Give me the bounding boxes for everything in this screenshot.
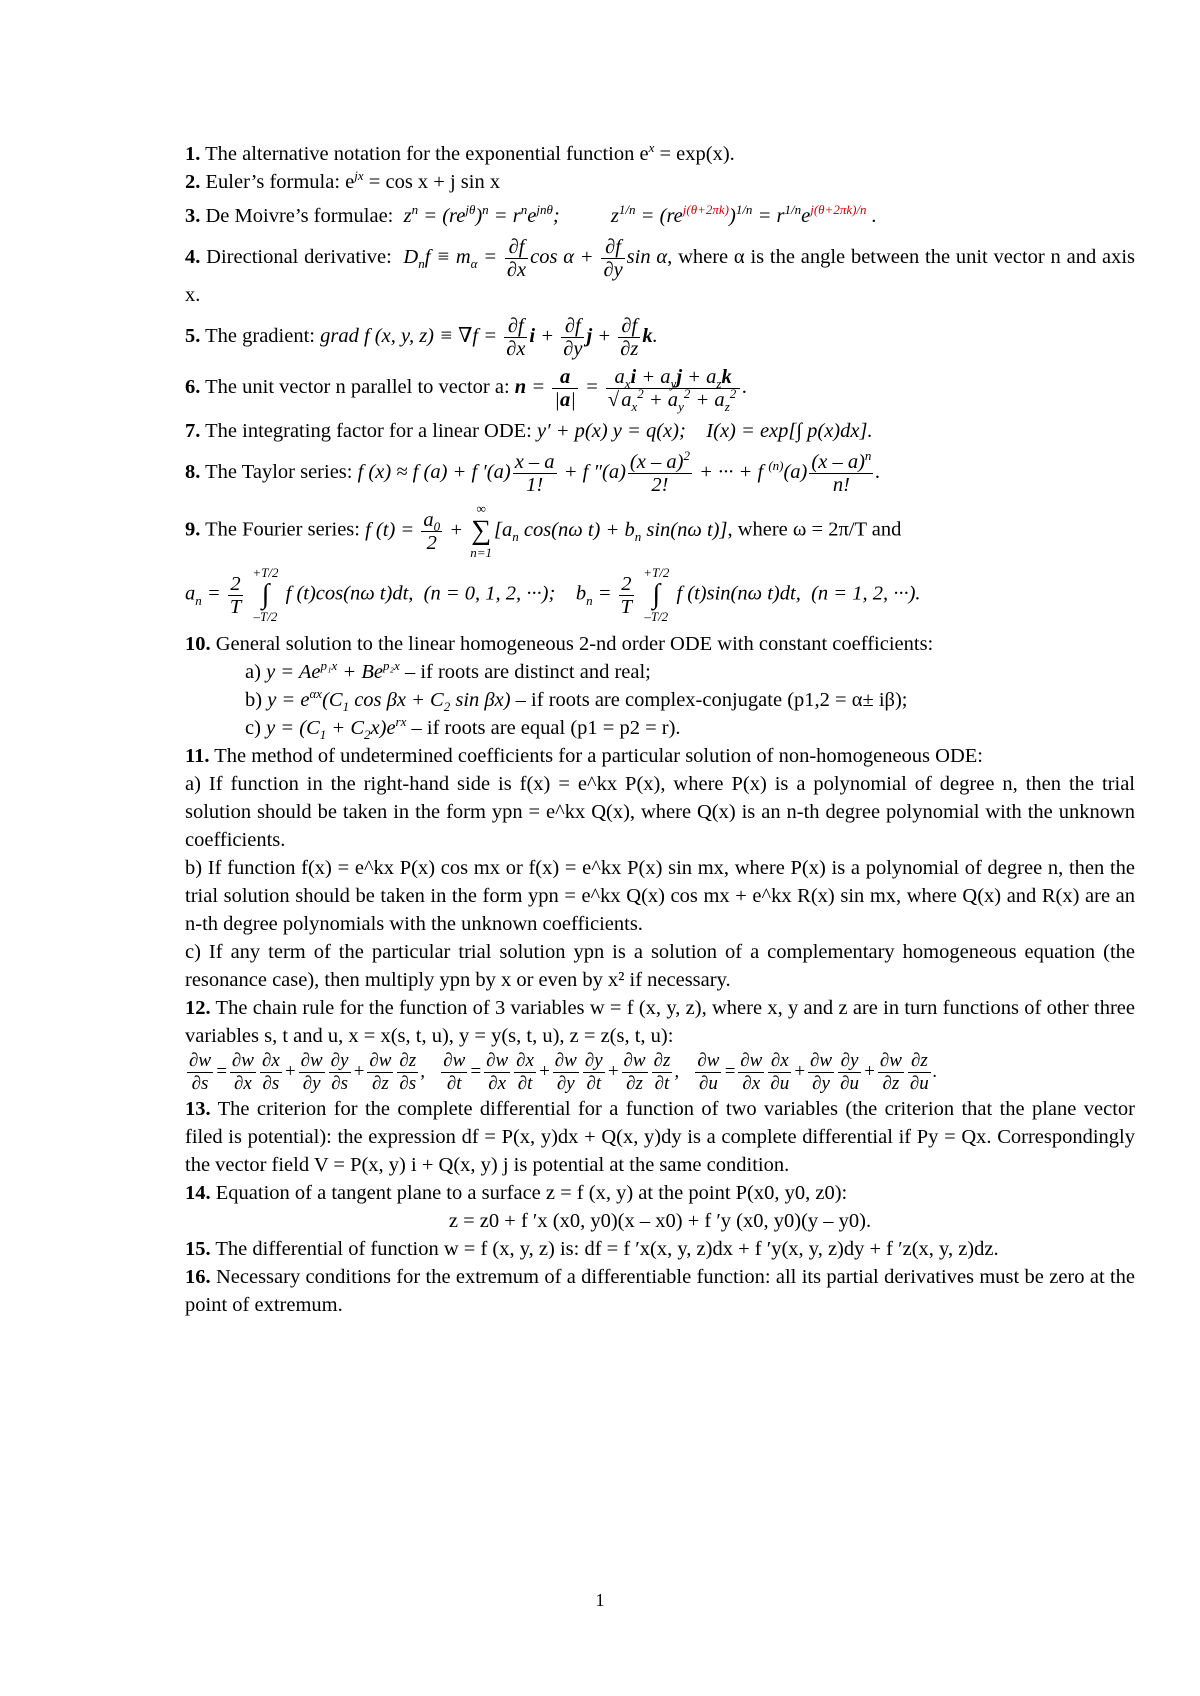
de-moivre-formula: $z^n = (re^{j\theta})^n = r^ne^{jn\theta}$; $z^{1/n} = (re^{j(\theta+2\pi k)})^{1/n} = r^{1/n}e^{j(\theta+2\pi k)/n}$ . bbox=[398, 202, 877, 227]
item-10-b: b) $y = e^{\alpha x}(C_1$ $\cos \beta x + C_2$ sin βx) – if roots are complex-conjugate (p1,2 = α± iβ); bbox=[245, 686, 908, 715]
formula-sheet bbox=[185, 140, 1135, 1319]
item-10-a: a) $y = Ae^{p_1x} + Be^{p_2x}$ – if roots are distinct and real; bbox=[245, 658, 651, 683]
item-1: 1. The alternative notation for the exponential function $e^x = \exp(x)$. bbox=[185, 140, 735, 165]
item-5: 5. The gradient: grad f (x, y, z) ≡ ∇f = $\frac{\partial f}{\partial x}$ i + $\frac{\partial f}{\partial y}$ j + $\frac{\partial f}{\partial z}$ k. bbox=[185, 315, 658, 360]
item-2: 2. Euler’s formula: $e^{jx} = \cos x + j$ sin x bbox=[185, 168, 501, 193]
item-10: 10. General solution to the linear homogeneous 2-nd order ODE with constant coefficients: bbox=[185, 633, 934, 655]
item-11: 11. The method of undetermined coefficients for a particular solution of non-homogeneous ODE: bbox=[185, 745, 983, 767]
integrating-factor-formula: y′ + p(x) y = q(x); I(x) = exp[∫ p(x)dx]. bbox=[536, 420, 873, 442]
fourier-coefficients: $a_n$ = $\frac{2}{T}$ +T/2 ∫ –T/2 f (t)cos(nω t)dt, (n = 0, 1, 2, ···); $b_n$ = $\frac{2}{T}$ +T/2 ∫ –T/2 f (t)sin(nω t)dt, (n = 1, 2, ···). bbox=[185, 565, 921, 624]
item-13: 13. The criterion for the complete differential for a function of two variables (the criterion that the plane vector filed is potential): the expression df = P(x, y)dx + Q(x, y)dy is a complete differential if Py = Qx. Correspondingly the vector field V = P(x, y) i + Q(x, y) j is potential at the same condition. bbox=[185, 1098, 1135, 1176]
item-14: 14. Equation of a tangent plane to a surface z = f (x, y) at the point P(x0, y0, z0): bbox=[185, 1182, 848, 1204]
taylor-series-formula: f (x) ≈ f (a) + f ′(a) $\frac{x - a}{1!}$ + f ″(a) $\frac{(x - a)^2}{2!}$ + ··· + f $^{(n)}$(a) $\frac{(x - a)^n}{n!}$ . bbox=[357, 448, 881, 496]
item-11-a: a) If function in the right-hand side is f(x) = e^kx P(x), where P(x) is a polynomial of degree n, then the trial solution should be taken in the form ypn = e^kx Q(x), where Q(x) is an n-th degree polynomial with the unknown coefficients. bbox=[185, 773, 1135, 851]
unit-vector-formula: n = $\frac{a}{|a|}$ = $\frac{a_xi + a_yj + a_zk}{√a_x^2 + a_y^2 + a_z^2}$ . bbox=[514, 366, 748, 415]
directional-derivative-formula: $D_nf \equiv m_\alpha$ = $\frac{\partial f}{\partial x}$ cos α + $\frac{\partial f}{\partial y}$ sin α, bbox=[397, 236, 679, 281]
chain-rule-formula: $\frac{\partial w}{\partial s}$ = $\frac{\partial w}{\partial x}$ $\frac{\partial x}{\partial s}$ + $\frac{\partial w}{\partial y}$ $\frac{\partial y}{\partial s}$ + $\frac{\partial w}{\partial z}$ $\frac{\partial z}{\partial s}$ , $\frac{\partial w}{\partial t}$ = $\frac{\partial w}{\partial x}$ $\frac{\partial x}{\partial t}$ + $\frac{\partial w}{\partial y}$ $\frac{\partial y}{\partial t}$ + $\frac{\partial w}{\partial z}$ $\frac{\partial z}{\partial t}$ , $\frac{\partial w}{\partial u}$ = $\frac{\partial w}{\partial x}$ $\frac{\partial x}{\partial u}$ + $\frac{\partial w}{\partial y}$ $\frac{\partial y}{\partial u}$ + $\frac{\partial w}{\partial z}$ $\frac{\partial z}{\partial u}$ . bbox=[189, 1050, 938, 1094]
item-11-c: c) If any term of the particular trial solution ypn is a solution of a complementary homogeneous equation (the resonance case), then multiply ypn by x or even by x² if necessary. bbox=[185, 941, 1135, 991]
item-7: 7. The integrating factor for a linear ODE: y′ + p(x) y = q(x); I(x) = exp[∫ p(x)dx]. bbox=[185, 420, 873, 442]
page-number: 1 bbox=[595, 1590, 605, 1610]
gradient-formula: grad f (x, y, z) ≡ ∇f = $\frac{\partial f}{\partial x}$ i + $\frac{\partial f}{\partial y}$ j + $\frac{\partial f}{\partial z}$ k. bbox=[320, 315, 658, 360]
item-15: 15. The differential of function w = f (x, y, z) is: df = f ′x(x, y, z)dx + f ′y(x, y, z)dy + f ′z(x, y, z)dz. bbox=[185, 1238, 999, 1260]
item-11-b: b) If function f(x) = e^kx P(x) cos mx or f(x) = e^kx P(x) sin mx, where P(x) is a polynomial of degree n, then the trial solution should be taken in the form ypn = e^kx Q(x) cos mx + e^kx R(x) sin mx, where Q(x) and R(x) are an n-th degree polynomials with the unknown coefficients. bbox=[185, 857, 1135, 935]
tangent-plane-equation: z = z0 + f ′x (x0, y0)(x – x0) + f ′y (x0, y0)(y – y0). bbox=[448, 1210, 872, 1232]
item-8: 8. The Taylor series: f (x) ≈ f (a) + f ′(a) $\frac{x - a}{1!}$ + f ″(a) $\frac{(x - a)^2}{2!}$ + ··· + f $^{(n)}$(a) $\frac{(x - a)^n}{n!}$ . bbox=[185, 448, 881, 496]
item-4: 4. Directional derivative: $D_nf \equiv m_\alpha$ = $\frac{\partial f}{\partial x}$ cos α + $\frac{\partial f}{\partial y}$ sin α, where α is the angle between the unit vector n and axis x. bbox=[185, 236, 1136, 306]
item-12: 12. The chain rule for the function of 3 variables w = f (x, y, z), where x, y and z are in turn functions of other three variables s, t and u, x = x(s, t, u), y = y(s, t, u), z = z(s, t, u): bbox=[185, 997, 1135, 1047]
fourier-series-formula: f (t) = $\frac{a_0}{2}$ + ∞ ∑ $n=1[a_n$ cos(nω $t) + b_n$ sin(nω t)] bbox=[365, 501, 728, 560]
item-16: 16. Necessary conditions for the extremum of a differentiable function: all its partial derivatives must be zero at the point of extremum. bbox=[185, 1266, 1136, 1316]
item-10-c: c) $y = (C_1 + C_2x)e^{rx}$ – if roots are equal (p1 = p2 = r). bbox=[245, 714, 681, 743]
item-3: 3. De Moivre’s formulae: $z^n = (re^{j\theta})^n = r^ne^{jn\theta}$; $z^{1/n} = (re^{j(\theta+2\pi k)})^{1/n} = r^{1/n}e^{j(\theta+2\pi k)/n}$ . bbox=[185, 202, 877, 227]
item-6: 6. The unit vector n parallel to vector a: n = $\frac{a}{|a|}$ = $\frac{a_xi + a_yj + a_zk}{√a_x^2 + a_y^2 + a_z^2}$ . bbox=[185, 366, 748, 415]
item-9: 9. The Fourier series: f (t) = $\frac{a_0}{2}$ + ∞ ∑ $n=1[a_n$ cos(nω $t) + b_n$ sin(nω t)], where ω = 2π/T and bbox=[185, 501, 902, 560]
